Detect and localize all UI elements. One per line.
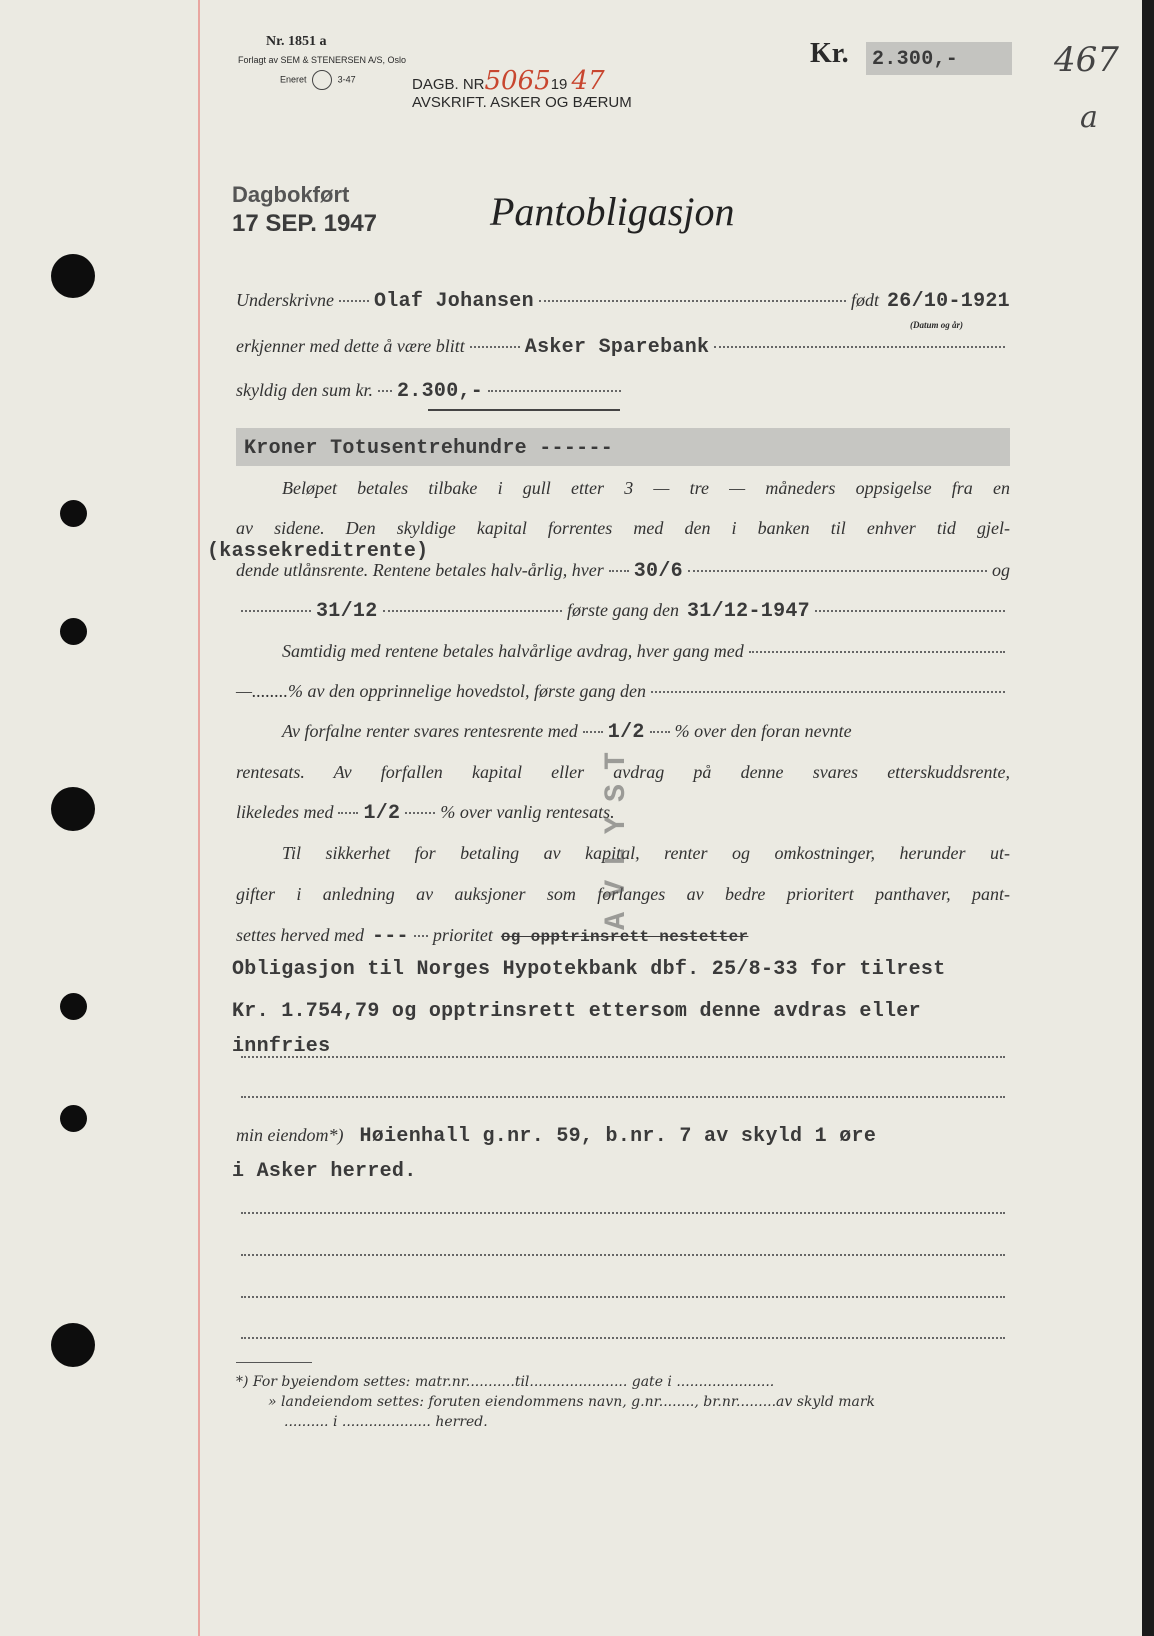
form-date: 3-47 [337,74,356,85]
page-title: Pantobligasjon [490,189,735,234]
blank-line [236,1300,1010,1302]
footnote-3: .......... i .................... herred. [284,1414,488,1430]
leader [609,570,629,572]
creditor-value: Asker Sparebank [524,336,710,359]
sum-value: 2.300,- [396,380,484,403]
second-interest-date: 31/12 [316,600,378,623]
leader [815,610,1005,612]
body-line-2: av sidene. Den skyldige kapital forrentes med den i banken til enhver tid gjel- [236,518,1010,538]
body-line-1: Beløpet betales tilbake i gull etter 3 — tre — måneders oppsigelse fra en [282,478,1010,498]
property-label: min eiendom*) [236,1125,344,1145]
footnote-2: » landeiendom settes: foruten eiendommens navn, g.nr........, br.nr.........av skyld mark [268,1394,876,1410]
leader [539,300,846,302]
undersigned-value: Olaf Johansen [373,290,534,313]
body-line-5 [282,641,1010,662]
body-line-7-end: % over den foran nevnte [674,721,852,741]
punch-hole [60,618,87,645]
body-line-4 [236,600,1010,623]
year-prefix: 19 [550,76,568,93]
leader [241,1096,1005,1098]
born-value: 26/10-1921 [886,290,1010,313]
property-value: Høienhall g.nr. 59, b.nr. 7 av skyld 1 øre [359,1125,877,1148]
body-line-9-end: % over vanlig rentesats. [440,802,615,822]
amount-label: Kr. [810,38,849,69]
overdue-interest: 1/2 [607,721,645,744]
body-line-4-text: første gang den [566,600,679,620]
body-line-12 [236,925,806,948]
leader [241,1254,1005,1256]
body-line-7 [282,721,1010,744]
body-line-6 [236,681,1010,702]
body-line-3-end: og [992,560,1010,580]
undersigned-row [236,290,1010,313]
body-line-7-text: Av forfalne renter svares rentesrente med [282,721,578,741]
punch-hole [60,500,87,527]
stamp-date: 17 SEP. 1947 [232,210,378,237]
body-line-6-text: —........% av den opprinnelige hovedstol, første gang den [236,681,646,701]
born-hint: (Datum og år) [910,320,964,330]
folio-sub: a [1080,100,1098,135]
leader [749,651,1005,653]
publisher: Forlagt av SEM & STENERSEN A/S, Oslo [238,55,407,65]
leader [241,1296,1005,1298]
blank-line [236,1216,1010,1218]
body-line-12-text: settes herved med [236,925,364,945]
property-row [236,1125,1010,1148]
leader [414,935,428,937]
sum-label: skyldig den sum kr. [236,380,373,400]
dagb-line [412,66,605,96]
typed-line-3: innfries [232,1035,331,1058]
leader [241,1056,1005,1058]
body-line-9-text: likeledes med [236,802,334,822]
leader [338,812,358,814]
leader [405,812,435,814]
body-line-10: Til sikkerhet for betaling av kapital, renter og omkostninger, herunder ut- [282,843,1010,863]
dagb-number: 5065 [484,66,551,96]
scan-edge [1142,0,1154,1636]
first-payment-date: 31/12-1947 [686,600,810,623]
first-interest-date: 30/6 [633,560,683,583]
body-line-12-priority: prioritet [432,925,493,945]
leader [651,691,1005,693]
punch-hole [60,993,87,1020]
stamp-label: Dagbokført [232,182,350,207]
rate-type: (kassekreditrente) [207,540,429,563]
folio-number: 467 [1054,40,1119,80]
leader [241,1337,1005,1339]
year-suffix: 47 [571,66,605,96]
leader [488,390,621,392]
late-interest: 1/2 [363,802,401,825]
cancellation-stamp: AVLYST [600,737,634,930]
avskrift: AVSKRIFT. ASKER OG BÆRUM [412,94,632,111]
sum-words: Kroner Totusentrehundre ------ [244,437,614,460]
body-line-11: gifter i anledning av auksjoner som forlanges av bedre prioritert panthaver, pant- [236,884,1010,904]
sum-row [236,380,626,403]
blank-line [236,1258,1010,1260]
form-number: Nr. 1851 a [266,34,327,49]
leader [241,1212,1005,1214]
body-line-8: rentesats. Av forfallen kapital eller avdrag på denne svares etterskuddsrente, [236,762,1010,782]
sum-underline [428,409,620,411]
publisher-logo-icon [312,70,332,90]
leader [714,346,1005,348]
body-line-5-text: Samtidig med rentene betales halvårlige avdrag, hver gang med [282,641,744,661]
sum-words-bar [236,428,1010,466]
body-line-3-text: dende utlånsrente. Rentene betales halv-årlig, hver [236,560,604,580]
leader [583,731,603,733]
leader [688,570,987,572]
priority-value: --- [371,925,409,948]
blank-line [236,1060,1010,1062]
punch-hole [51,1323,95,1367]
punch-hole [60,1105,87,1132]
rights-text: Eneret [280,74,307,85]
dagb-label: DAGB. NR [412,76,485,93]
undersigned-label: Underskrivne [236,290,334,310]
creditor-row [236,336,1010,359]
rights [280,70,356,90]
body-line-3 [236,560,1010,583]
punch-hole [51,787,95,831]
margin-line [198,0,200,1636]
born-label: født [850,290,879,310]
typed-line-2: Kr. 1.754,79 og opptrinsrett ettersom denne avdras eller [232,1000,921,1023]
creditor-label: erkjenner med dette å være blitt [236,336,465,356]
footnote-1: *) For byeiendom settes: matr.nr...........til...................... gate i ...................... [236,1374,775,1390]
blank-line [236,1100,1010,1102]
blank-line [236,1341,1010,1343]
amount-value: 2.300,- [872,48,959,71]
property-value-2: i Asker herred. [232,1160,417,1183]
punch-hole [51,254,95,298]
leader [339,300,369,302]
leader [650,731,670,733]
leader [383,610,562,612]
footnote-rule [236,1362,312,1363]
struck-text: og opptrinsrett nestetter [500,928,749,946]
leader [470,346,520,348]
leader [378,390,392,392]
typed-line-1: Obligasjon til Norges Hypotekbank dbf. 25/8-33 for tilrest [232,958,946,981]
leader [241,610,311,612]
amount-box [866,42,1012,75]
